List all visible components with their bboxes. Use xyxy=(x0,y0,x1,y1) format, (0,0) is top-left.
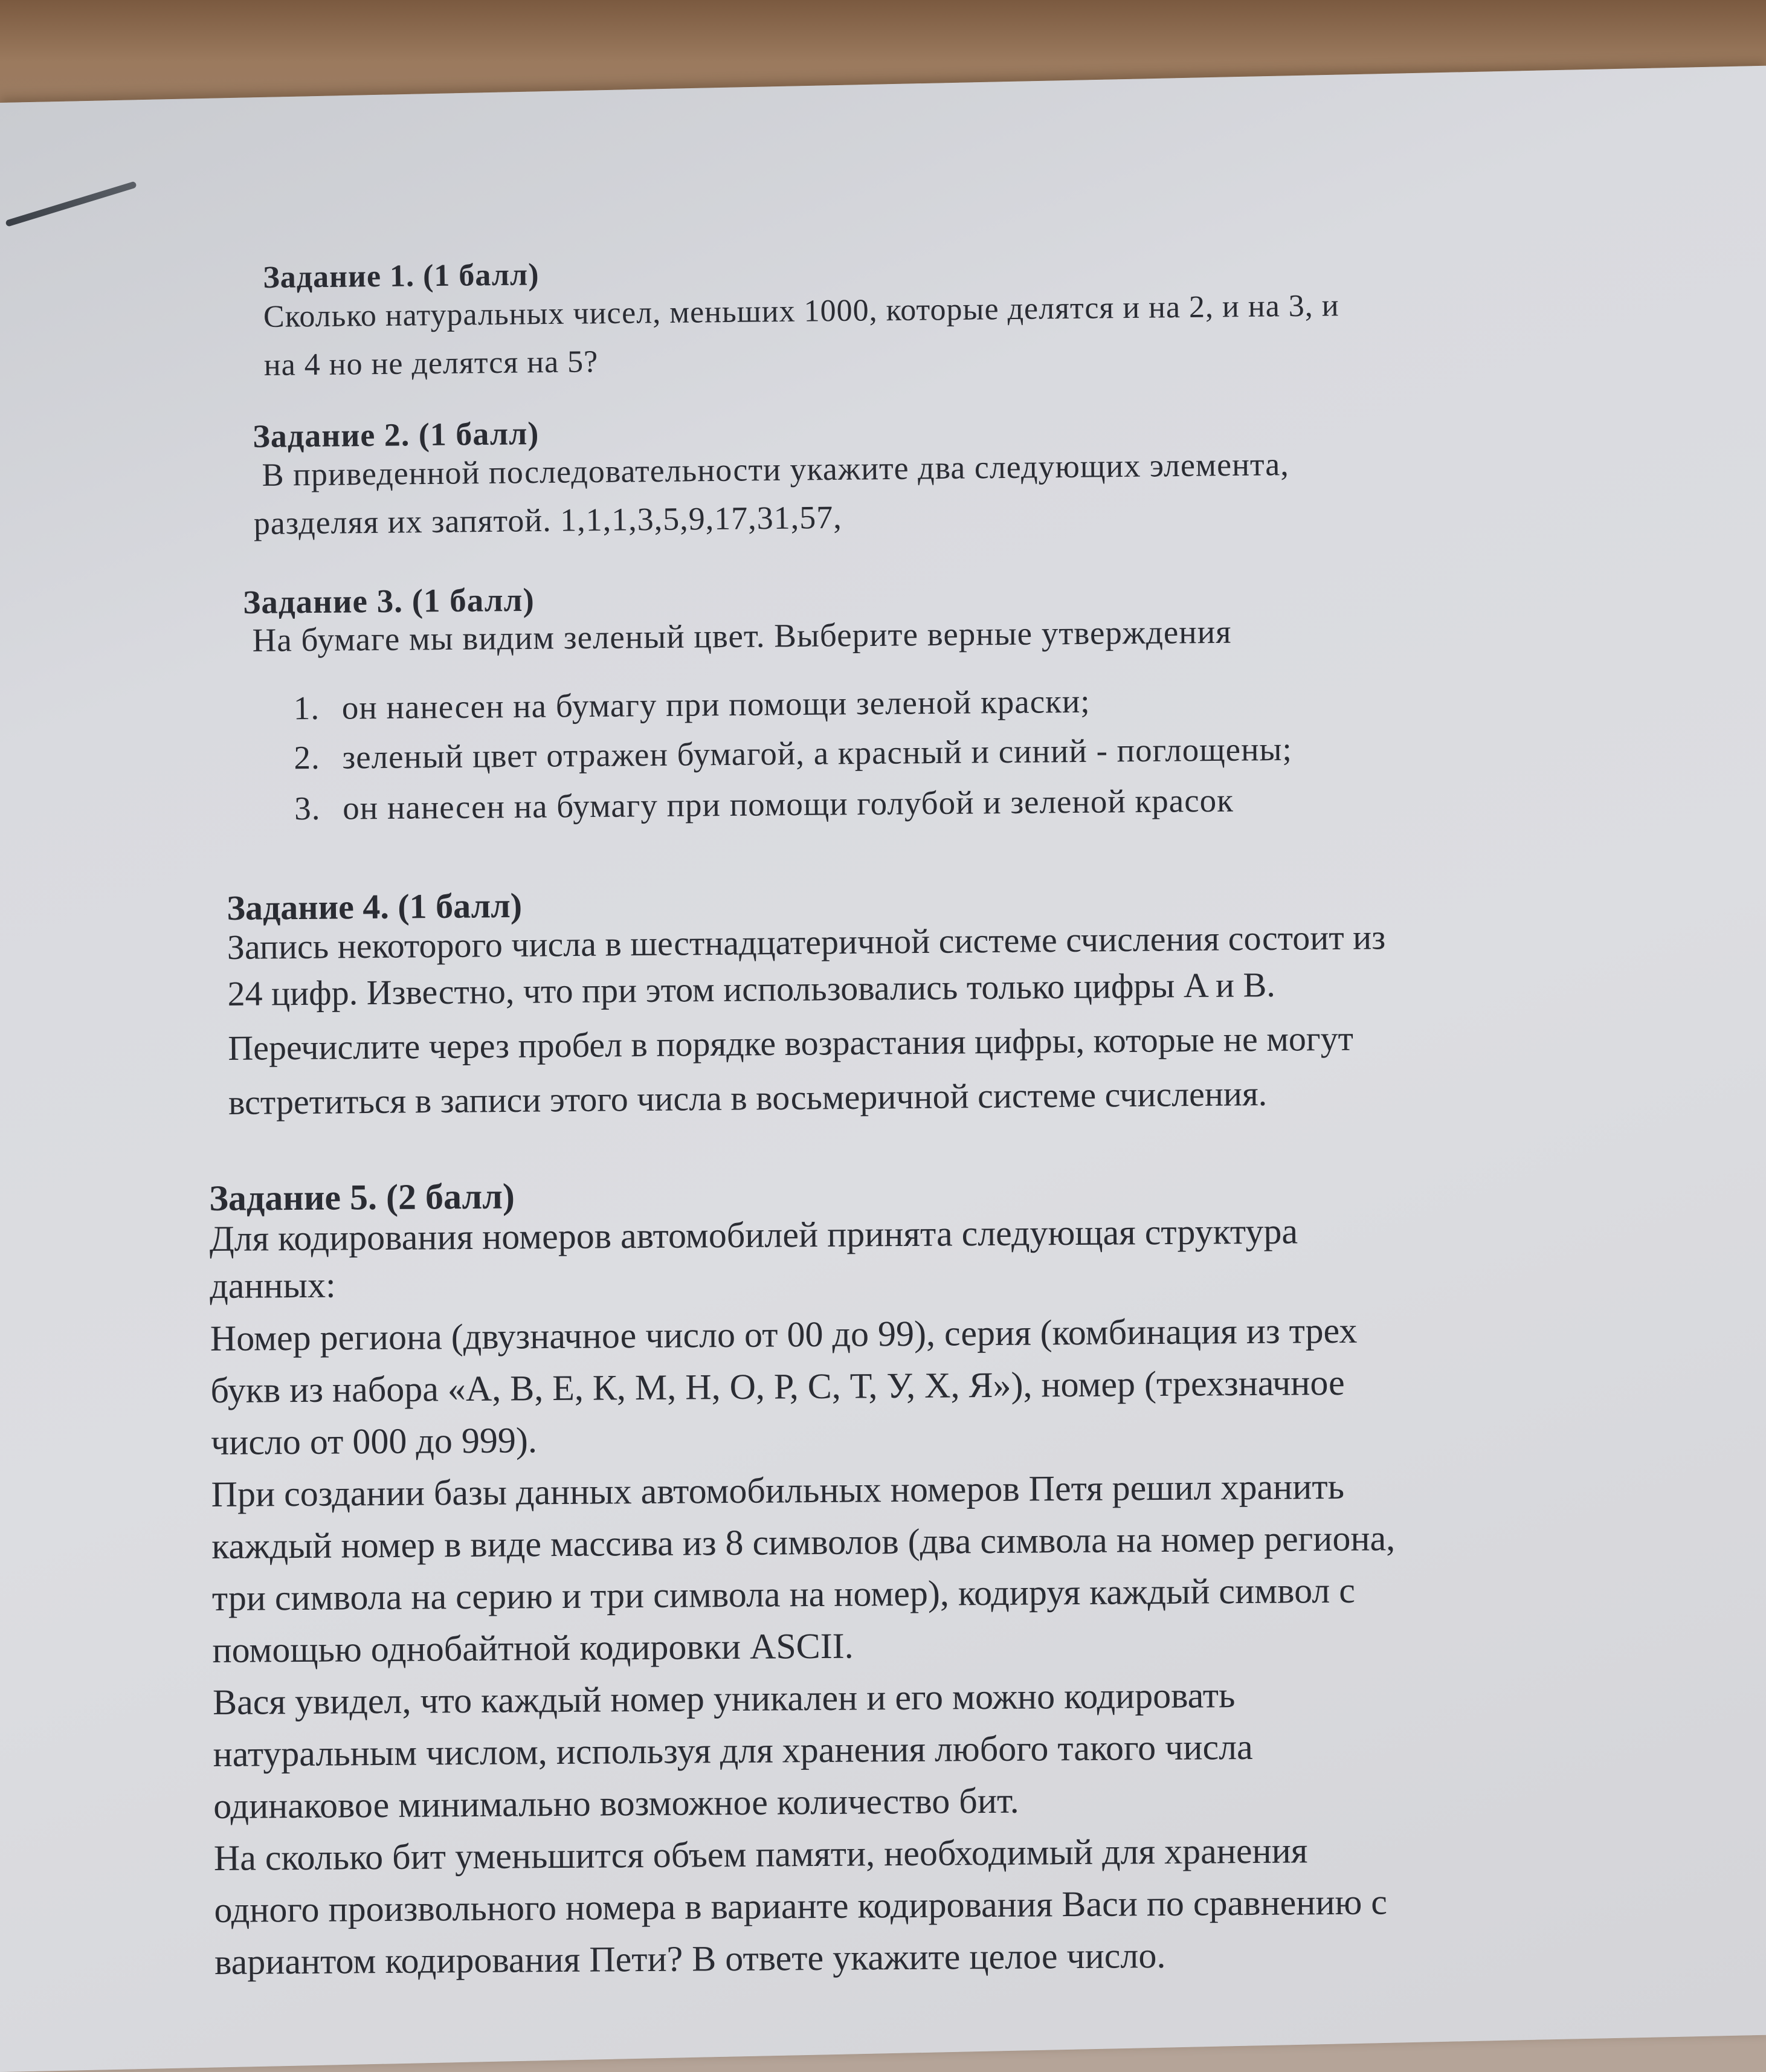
task-text-line: данных: xyxy=(210,1265,336,1306)
task-text-line: одного произвольного номера в варианте кодирования Васи по сравнению с xyxy=(214,1882,1388,1930)
task-heading: Задание 4. (1 балл) xyxy=(227,885,523,928)
task-heading: Задание 3. (1 балл) xyxy=(243,581,535,621)
task-text-line: букв из набора «А, В, Е, К, М, Н, О, Р, С, Т, У, Х, Я»), номер (трехзначное xyxy=(210,1362,1345,1410)
answer-option xyxy=(294,730,1292,776)
option-text: он нанесен на бумагу при помощи зеленой краски; xyxy=(341,682,1091,726)
task-text-line: На сколько бит уменьшится объем памяти, необходимый для хранения xyxy=(213,1830,1308,1878)
task-text-line: разделяя их запятой. 1,1,1,3,5,9,17,31,57, xyxy=(253,499,843,541)
task-text-line: Номер региона (двузначное число от 00 до 99), серия (комбинация из трех xyxy=(210,1310,1358,1358)
task-text-line: 24 цифр. Известно, что при этом использовались только цифры A и B. xyxy=(227,964,1276,1013)
task-text-line: Перечислите через пробел в порядке возрастания цифры, которые не могут xyxy=(228,1018,1354,1068)
task-text-line: встретиться в записи этого числа в восьмеричной системе счисления. xyxy=(228,1073,1268,1122)
task-text-line: Вася увидел, что каждый номер уникален и его можно кодировать xyxy=(212,1675,1236,1722)
task-5 xyxy=(209,1170,1398,1988)
task-text-line: каждый номер в виде массива из 8 символов (два символа на номер региона, xyxy=(211,1518,1396,1566)
answer-option xyxy=(294,781,1234,828)
task-1 xyxy=(263,248,1340,393)
option-text: он нанесен на бумагу при помощи голубой и зеленой красок xyxy=(342,781,1234,827)
task-text-line: Для кодирования номеров автомобилей принята следующая структура xyxy=(209,1211,1298,1259)
task-2 xyxy=(253,406,1290,552)
option-number: 1. xyxy=(293,689,320,727)
task-text-line: три символа на серию и три символа на номер), кодируя каждый символ с xyxy=(211,1570,1356,1618)
answer-option xyxy=(294,682,1091,728)
task-heading: Задание 5. (2 балл) xyxy=(209,1176,515,1218)
task-text-line: одинаковое минимально возможное количество бит. xyxy=(213,1780,1019,1826)
task-text-line: При создании базы данных автомобильных номеров Петя решил хранить xyxy=(211,1466,1345,1514)
task-text-line: Запись некоторого числа в шестнадцатеричной системе счисления состоит из xyxy=(227,917,1386,967)
task-heading: Задание 1. (1 балл) xyxy=(263,257,540,295)
task-text-line: В приведенной последовательности укажите два следующих элемента, xyxy=(253,446,1289,493)
option-number: 3. xyxy=(294,789,321,827)
task-4 xyxy=(227,878,1387,1130)
task-text-line: На бумаге мы видим зеленый цвет. Выберите верные утверждения xyxy=(243,613,1232,659)
task-text-line: натуральным числом, используя для хранения любого такого числа xyxy=(213,1726,1253,1774)
answer-options-list xyxy=(243,651,1292,841)
task-text-line: вариантом кодирования Пети? В ответе укажите целое число. xyxy=(214,1935,1166,1982)
option-text: зеленый цвет отражен бумагой, а красный и синий - поглощены; xyxy=(342,730,1292,776)
task-3 xyxy=(243,575,1292,841)
option-number: 2. xyxy=(294,738,321,776)
task-text-line: число от 000 до 999). xyxy=(210,1420,538,1462)
task-text-line: Сколько натуральных чисел, меньших 1000, которые делятся и на 2, и на 3, и xyxy=(263,288,1339,334)
task-heading: Задание 2. (1 балл) xyxy=(253,415,540,454)
task-text-line: помощью однобайтной кодировки ASCII. xyxy=(212,1625,854,1670)
task-text-line: на 4 но не делятся на 5? xyxy=(263,344,599,382)
